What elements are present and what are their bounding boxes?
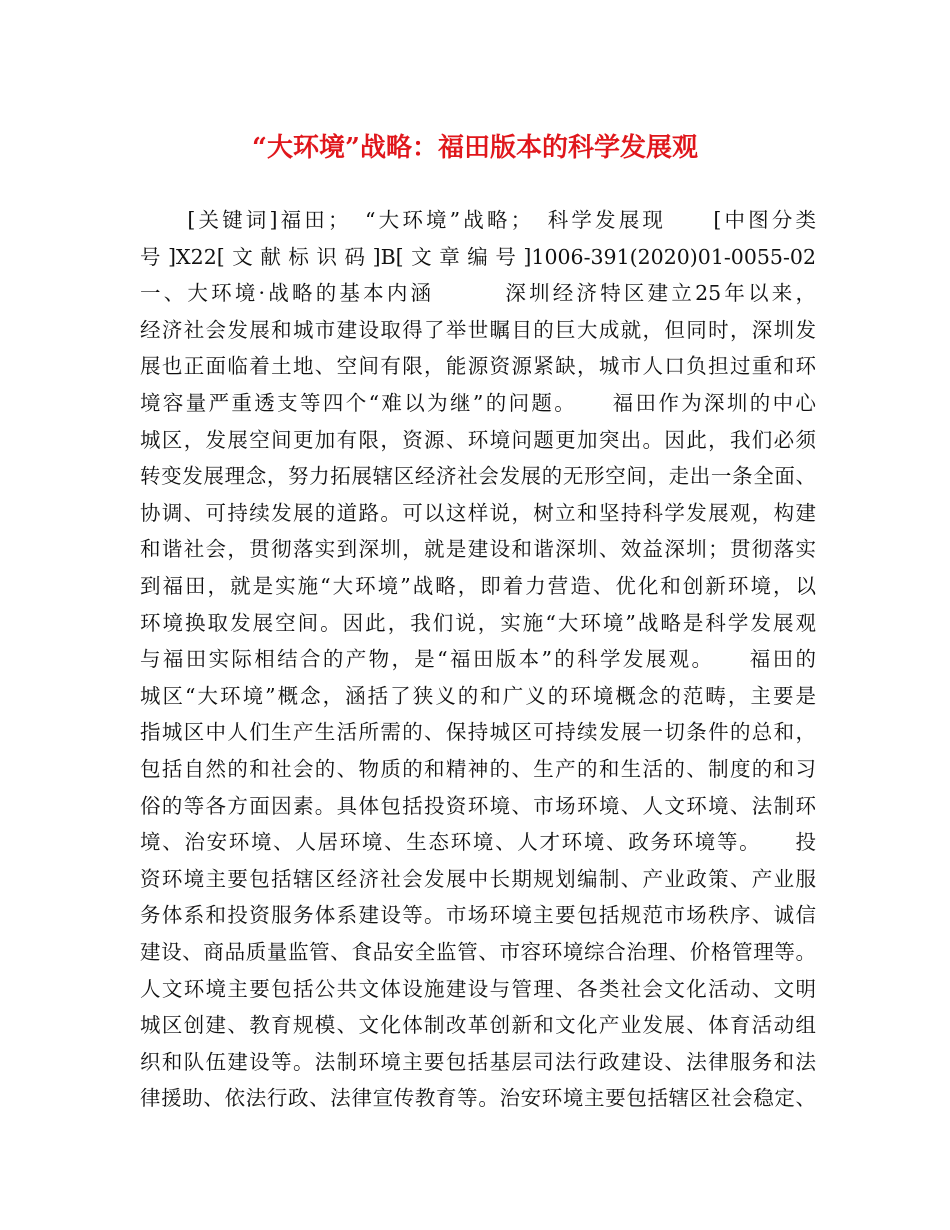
body-line: 展也正面临着土地、空间有限，能源资源紧缺，城市人口负担过重和环 — [140, 354, 816, 379]
body-line: 协调、可持续发展的道路。可以这样说，树立和坚持科学发展观，构建 — [140, 500, 816, 525]
body-line: 包括自然的和社会的、物质的和精神的、生产的和生活的、制度的和习 — [140, 757, 816, 781]
body-line: 转变发展理念，努力拓展辖区经济社会发展的无形空间，走出一条全面、 — [140, 464, 816, 489]
body-line: 经济社会发展和城市建设取得了举世瞩目的巨大成就，但同时，深圳发 — [140, 317, 816, 342]
body-line: [关键词]福田； “大环境”战略； 科学发展现 [中图分类 — [140, 208, 816, 232]
body-line: 到福田，就是实施“大环境”战略，即着力营造、优化和创新环境，以 — [140, 574, 816, 598]
body-line: 城区，发展空间更加有限，资源、环境问题更加突出。因此，我们必须 — [140, 427, 816, 452]
body-line: 律援助、依法行政、法律宣传教育等。治安环境主要包括辖区社会稳定、 — [140, 1086, 816, 1111]
body-line: 号]X22[文献标识码]B[文章编号]1006-391(2020)01-0055-02 — [140, 244, 816, 269]
body-line: 环境换取发展空间。因此，我们说，实施“大环境”战略是科学发展观 — [140, 610, 816, 635]
body-line: 和谐社会，贯彻落实到深圳，就是建设和谐深圳、效益深圳；贯彻落实 — [140, 537, 816, 562]
body-line: 城区“大环境”概念，涵括了狭义的和广义的环境概念的范畴，主要是 — [140, 683, 816, 708]
body-line: 务体系和投资服务体系建设等。市场环境主要包括规范市场秩序、诚信 — [140, 903, 816, 928]
body-line: 城区创建、教育规模、文化体制改革创新和文化产业发展、体育活动组 — [140, 1013, 816, 1038]
document-title: “大环境”战略：福田版本的科学发展观 — [252, 133, 698, 163]
body-line: 建设、商品质量监管、食品安全监管、市容环境综合治理、价格管理等。 — [140, 940, 816, 964]
body-line: 境、治安环境、人居环境、生态环境、人才环境、政务环境等。 投 — [140, 830, 816, 855]
body-line: 俗的等各方面因素。具体包括投资环境、市场环境、人文环境、法制环 — [140, 793, 816, 818]
body-line: 境容量严重透支等四个“难以为继”的问题。 福田作为深圳的中心 — [140, 391, 816, 415]
body-line: 与福田实际相结合的产物，是“福田版本”的科学发展观。 福田的 — [140, 647, 816, 672]
body-line: 一、大环境·战略的基本内涵 深圳经济特区建立25年以来， — [140, 281, 816, 306]
body-line: 资环境主要包括辖区经济社会发展中长期规划编制、产业政策、产业服 — [140, 866, 816, 891]
body-line: 指城区中人们生产生活所需的、保持城区可持续发展一切条件的总和， — [140, 720, 816, 745]
body-line: 人文环境主要包括公共文体设施建设与管理、各类社会文化活动、文明 — [140, 976, 816, 1001]
body-line: 织和队伍建设等。法制环境主要包括基层司法行政建设、法律服务和法 — [140, 1049, 816, 1074]
